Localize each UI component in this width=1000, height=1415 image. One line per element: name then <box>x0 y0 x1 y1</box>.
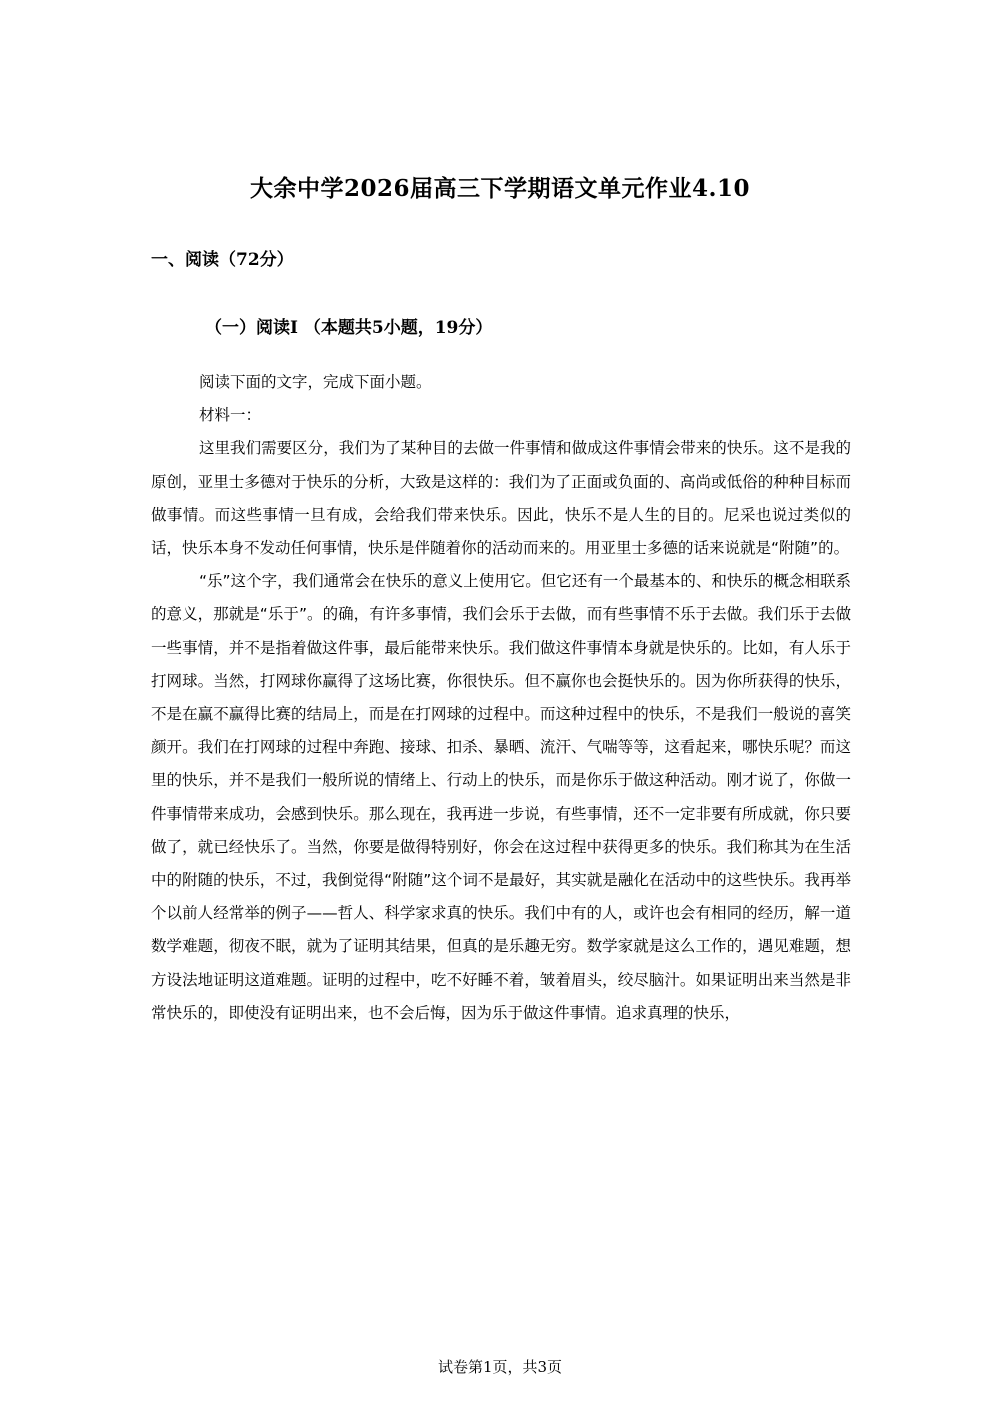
instruction-paragraph: 阅读下面的文字，完成下面小题。 <box>199 373 432 391</box>
body-paragraph: “乐”这个字，我们通常会在快乐的意义上使用它。但它还有一个最基本的、和快乐的概念相联系的意义，那就是“乐于”。的确，有许多事情，我们会乐于去做，而有些事情不乐于去做。我们乐于去做一些事情，并不是指着做这件事，最后能带来快乐。我们做这件事情本身就是快乐的。比如，有人乐于打网球。当然，打网球你赢得了这场比赛，你很快乐。但不赢你也会挺快乐的。因为你所获得的快乐，不是在赢不赢得比赛的结局上，而是在打网球的过程中。而这种过程中的快乐，不是我们一般说的喜笑颜开。我们在打网球的过程中奔跑、接球、扣杀、暴晒、流汗、气喘等等，这看起来，哪快乐呢？而这里的快乐，并不是我们一般所说的情绪上、行动上的快乐，而是你乐于做这种活动。刚才说了，你做一件事情带来成功，会感到快乐。那么现在，我再进一步说，有些事情，还不一定非要有所成就，你只要做了，就已经快乐了。当然，你要是做得特别好，你会在这过程中获得更多的快乐。我们称其为在生活中的附随的快乐，不过，我倒觉得“附随”这个词不是最好，其实就是融化在活动中的这些快乐。我再举个以前人经常举的例子——哲人、科学家求真的快乐。我们中有的人，或许也会有相同的经历，解一道数学难题，彻夜不眠，就为了证明其结果，但真的是乐趣无穷。数学家就是这么工作的，遇见难题，想方设法地证明这道难题。证明的过程中，吃不好睡不着，皱着眉头，绞尽脑汁。如果证明出来当然是非常快乐的，即使没有证明出来，也不会后悔，因为乐于做这件事情。追求真理的快乐， <box>151 572 851 1022</box>
document-title: 大余中学2026届高三下学期语文单元作业4.10 <box>249 175 751 202</box>
section-heading: 一、阅读（72分） <box>151 250 294 270</box>
material-label: 材料一： <box>199 406 262 425</box>
page-footer: 试卷第1页，共3页 <box>437 1358 563 1376</box>
subsection-heading: （一）阅读Ⅰ （本题共5小题，19分） <box>205 318 493 338</box>
body-paragraph: 这里我们需要区分，我们为了某种目的去做一件事情和做成这件事情会带来的快乐。这不是我的原创，亚里士多德对于快乐的分析，大致是这样的：我们为了正面或负面的、高尚或低俗的种种目标而做事情。而这些事情一旦有成，会给我们带来快乐。因此，快乐不是人生的目的。尼采也说过类似的话，快乐本身不发动任何事情，快乐是伴随着你的活动而来的。用亚里士多德的话来说就是“附随”的。 <box>151 439 851 558</box>
document-body <box>151 366 851 1030</box>
